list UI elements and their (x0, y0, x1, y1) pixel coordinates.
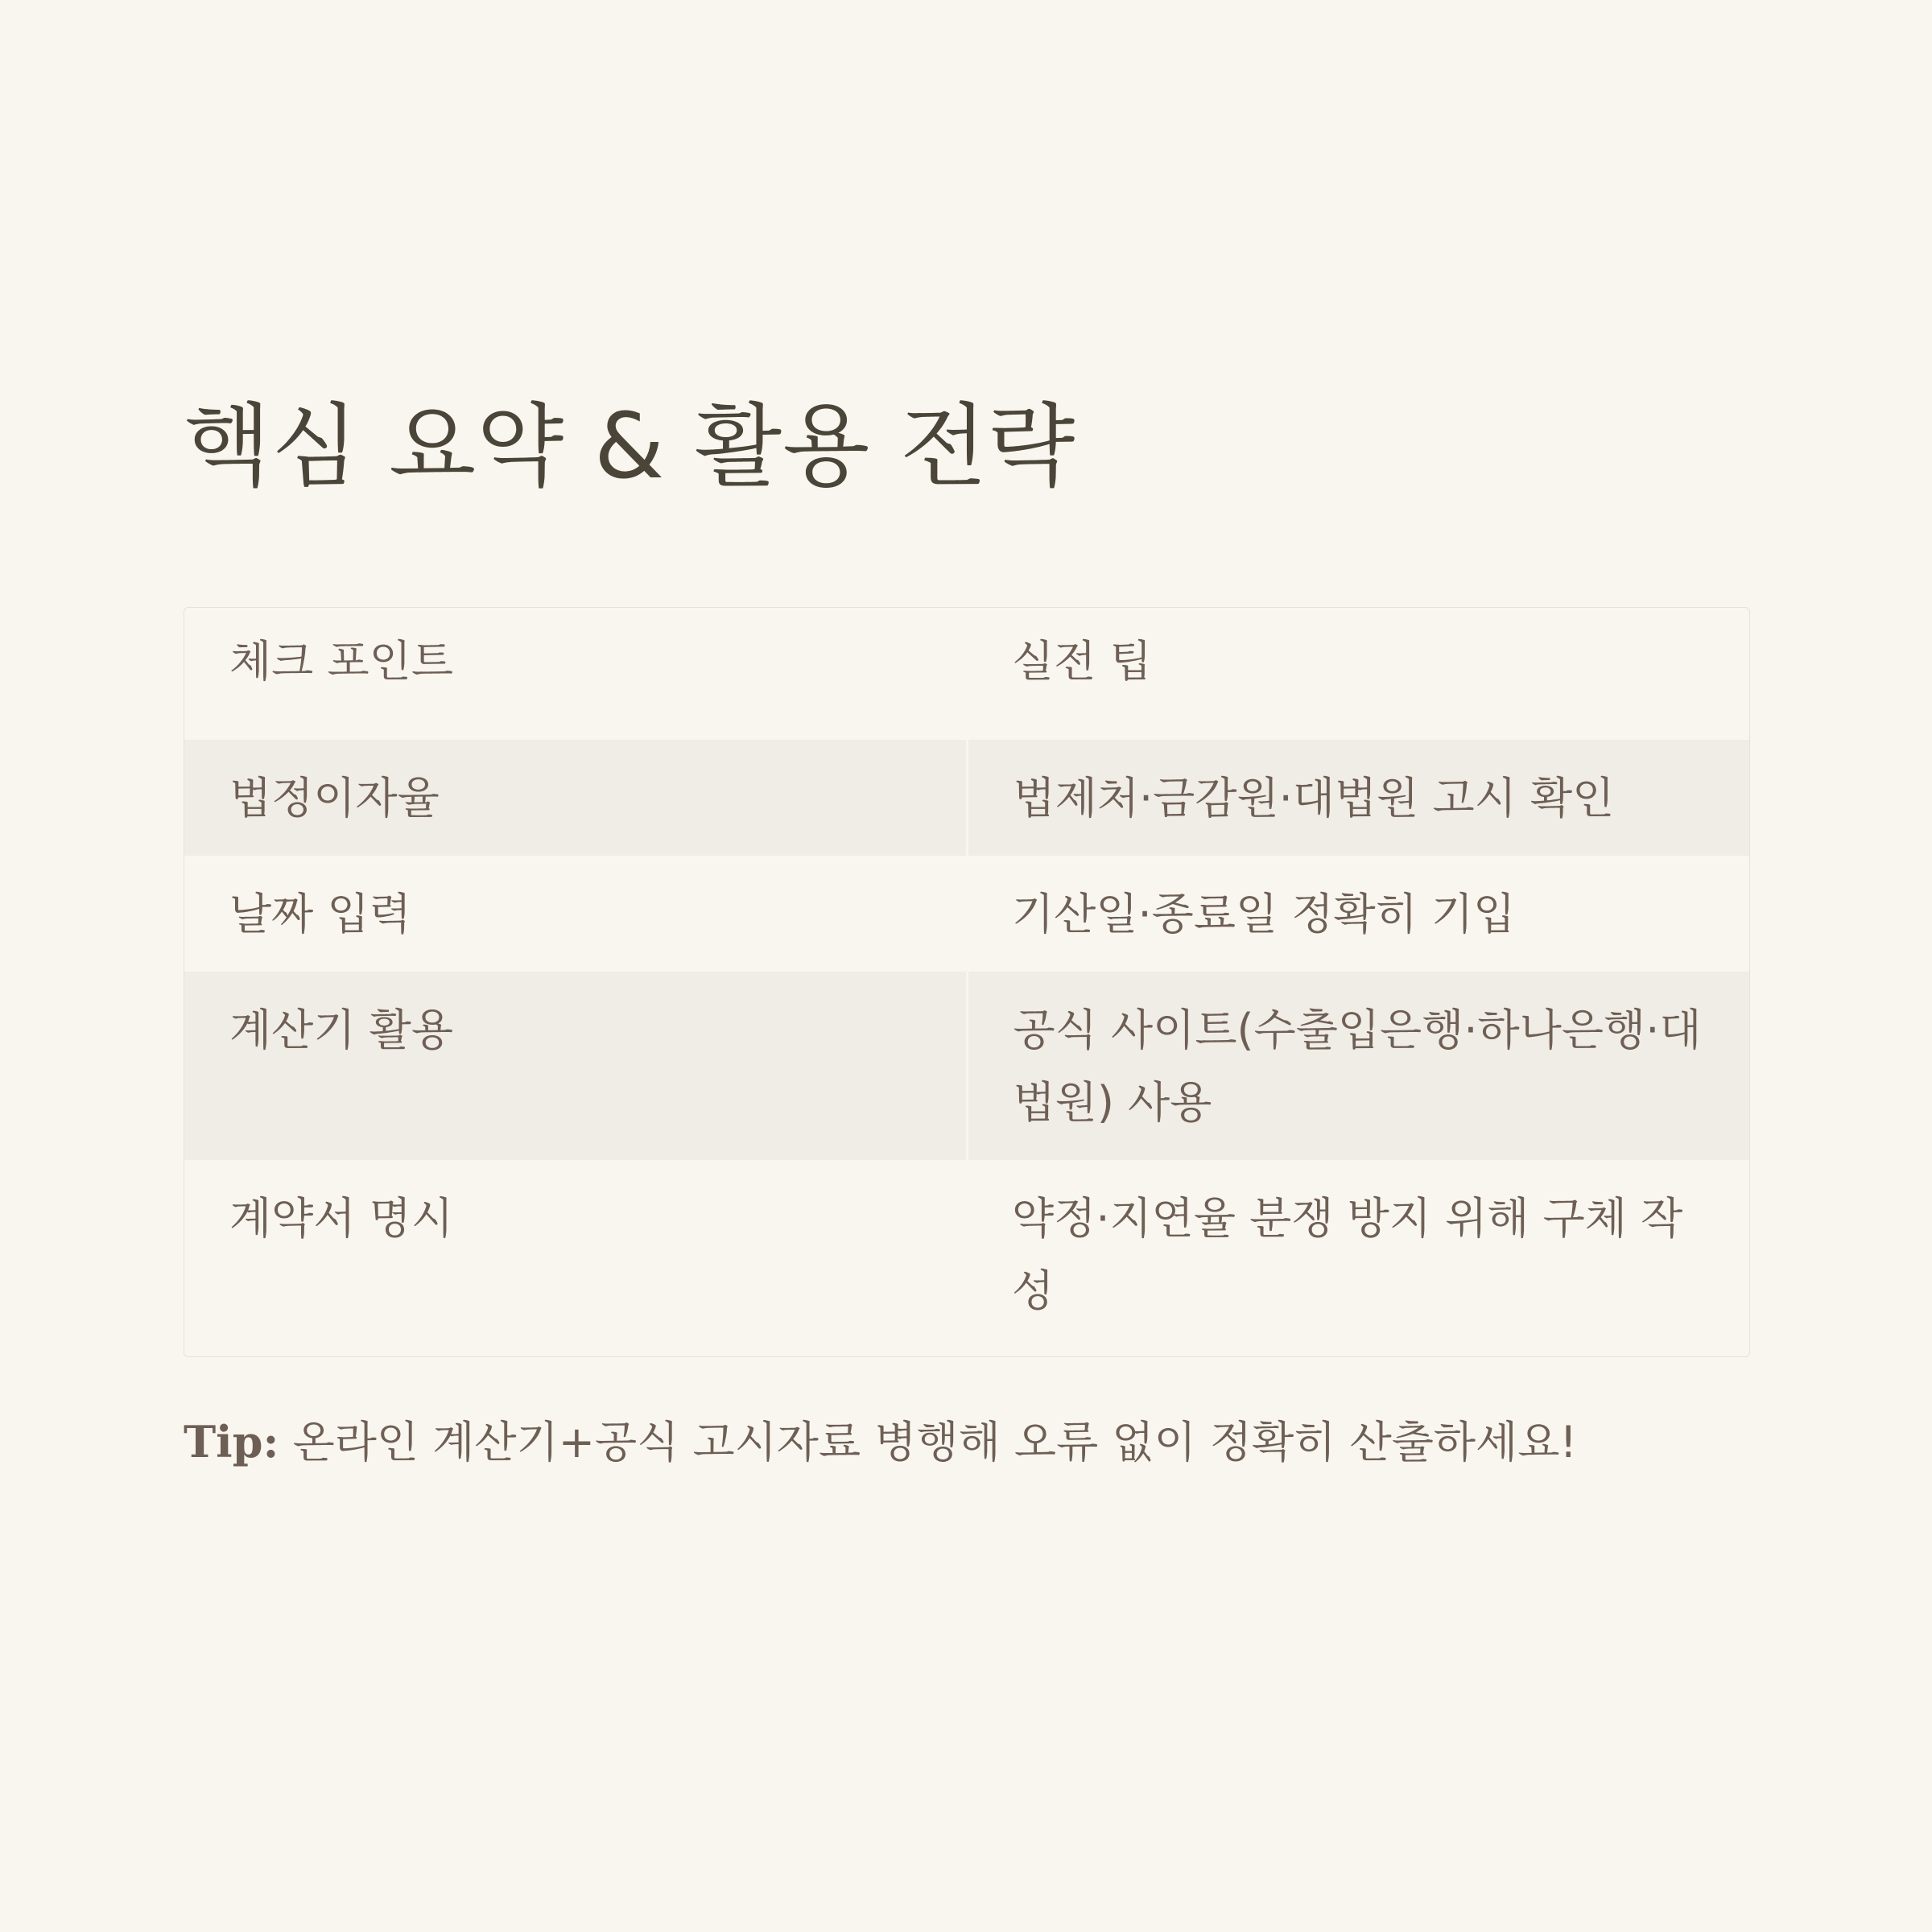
summary-table (184, 608, 1749, 1356)
table-cell-checkpoint: 계산기 활용 (184, 972, 967, 1160)
tip-label: Tip: (184, 1416, 279, 1468)
table-row (184, 856, 1749, 972)
table-cell-checkpoint: 법정이자율 (184, 740, 967, 856)
table-cell-tip: 기산일·종료일 정확히 기입 (1012, 889, 1516, 939)
table-cell-tip: 약정·지연율 분쟁 방지 위해 구체 작성 (1012, 1193, 1683, 1316)
tip-text: 온라인 계산기+공식 고시자료 병행해 오류 없이 정확히 산출하세요! (292, 1417, 1578, 1468)
page-title: 핵심 요약 & 활용 전략 (184, 394, 1076, 499)
column-header-checkpoint: 체크 포인트 (229, 636, 453, 687)
table-row (184, 1160, 1749, 1356)
table-cell-tip: 공식 사이트(수출입은행·하나은행·대법원) 사용 (967, 972, 1749, 1160)
tip-note (184, 1406, 1750, 1479)
table-header-row (184, 608, 1749, 740)
table-row (184, 972, 1749, 1160)
summary-table-container (184, 607, 1750, 1357)
page-content (184, 386, 1750, 1479)
table-cell-checkpoint: 날짜 입력 (229, 889, 411, 939)
table-cell-tip: 법제처·금감원·대법원 고시 확인 (967, 740, 1749, 856)
column-header-tip: 실전 팁 (1012, 636, 1152, 687)
table-cell-checkpoint: 계약서 명시 (229, 1193, 453, 1244)
table-row (184, 740, 1749, 856)
